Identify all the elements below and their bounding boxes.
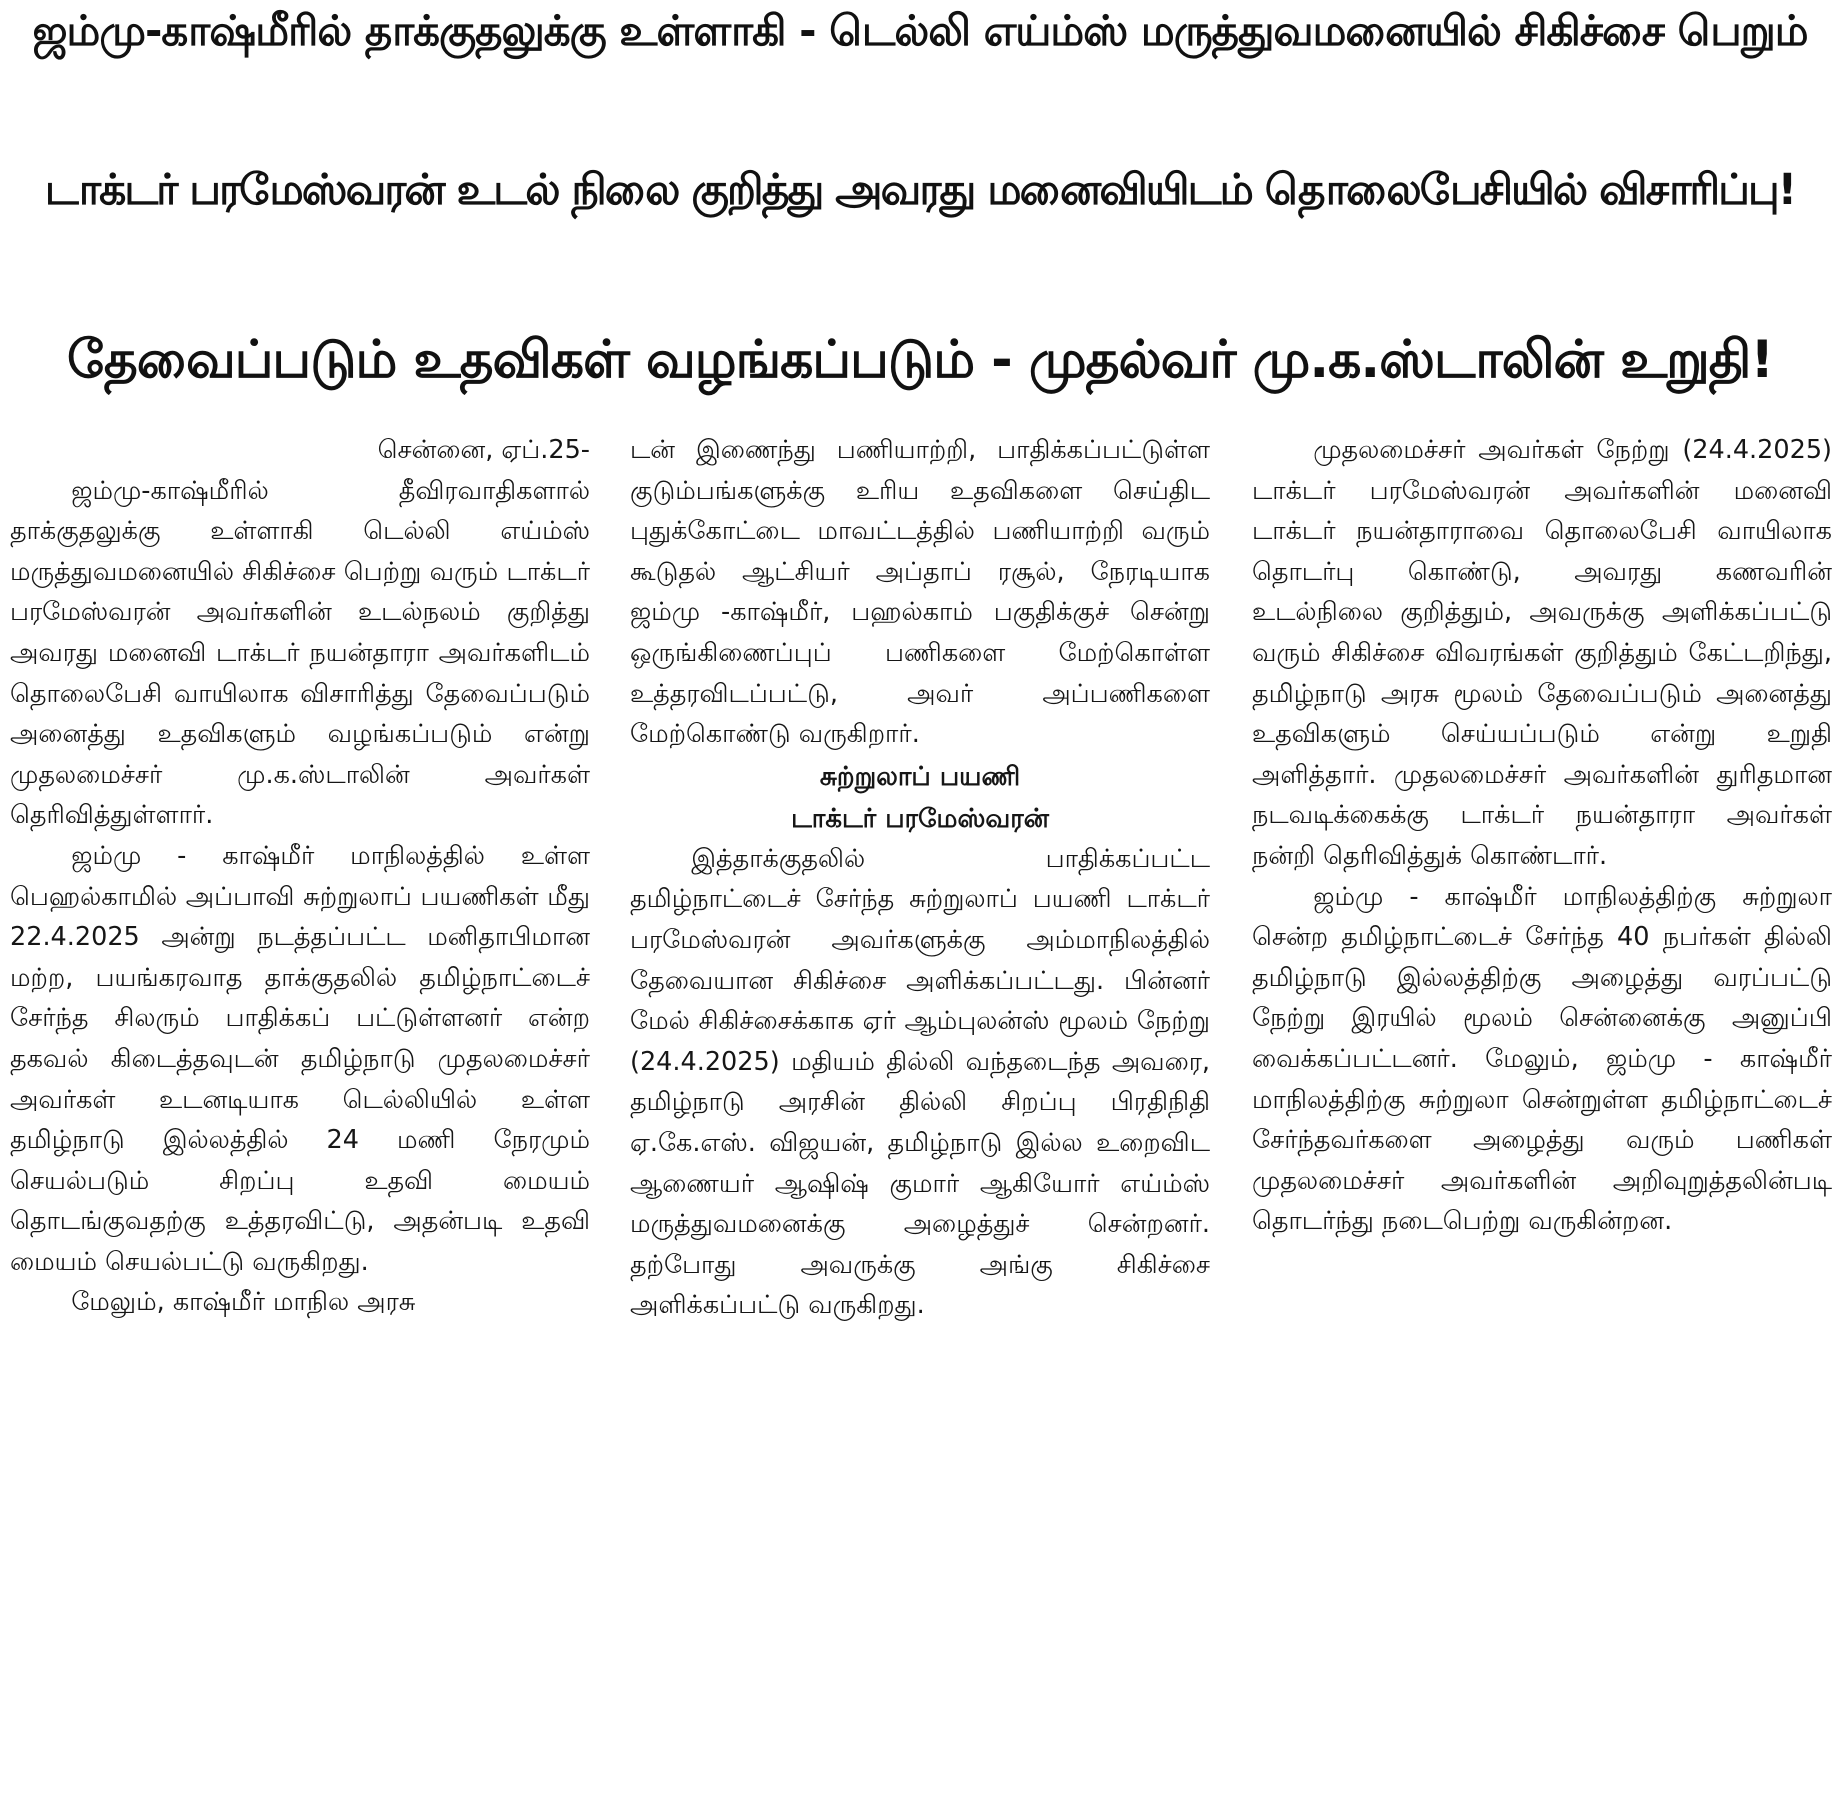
paragraph: ஜம்மு-காஷ்மீரில் தீவிரவாதிகளால் தாக்குதலுக்கு உள்ளாகி டெல்லி எய்ம்ஸ் மருத்துவமனையில் சிகிச்சை பெற்று வரும் டாக்டர் பரமேஸ்வரன் அவர்களின் உடல்நலம் குறித்து அவரது மனைவி டாக்டர் நயன்தாரா அவர்களிடம் தொலைபேசி வாயிலாக விசாரித்து தேவைப்படும் அனைத்து உதவிகளும் வழங்கப்படும் என்று முதலமைச்சர் மு.க.ஸ்டாலின் அவர்கள் தெரிவித்துள்ளார். xyxy=(10,475,590,831)
column-2 xyxy=(630,430,1210,1326)
paragraph: டன் இணைந்து பணியாற்றி, பாதிக்கப்பட்டுள்ள குடும்பங்களுக்கு உரிய உதவிகளை செய்திட புதுக்கோட்டை மாவட்டத்தில் பணியாற்றி வரும் கூடுதல் ஆட்சியர் அப்தாப் ரசூல், நேரடியாக ஜம்மு -காஷ்மீர், பஹல்காம் பகுதிக்குச் சென்று ஒருங்கிணைப்புப் பணிகளை மேற்கொள்ள உத்தரவிடப்பட்டு, அவர் அப்பணிகளை மேற்கொண்டு வருகிறார். xyxy=(630,435,1210,750)
sub-headline: தேவைப்படும் உதவிகள் வழங்கப்படும் - முதல்வர் மு.க.ஸ்டாலின் உறுதி! xyxy=(66,330,1774,390)
section-title: சுற்றுலாப் பயணி xyxy=(819,761,1021,792)
paragraph: மேலும், காஷ்மீர் மாநில அரசு xyxy=(71,1287,416,1318)
paragraph: முதலமைச்சர் அவர்கள் நேற்று (24.4.2025) டாக்டர் பரமேஸ்வரன் அவர்களின் மனைவி டாக்டர் நயன்தாராவை தொலைபேசி வாயிலாக தொடர்பு கொண்டு, அவரது கணவரின் உடல்நிலை குறித்தும், அவருக்கு அளிக்கப்பட்டு வரும் சிகிச்சை விவரங்கள் குறித்தும் கேட்டறிந்து, தமிழ்நாடு அரசு மூலம் தேவைப்படும் அனைத்து உதவிகளும் செய்யப்படும் என்று உறுதி அளித்தார். முதலமைச்சர் அவர்களின் துரிதமான நடவடிக்கைக்கு டாக்டர் நயன்தாரா அவர்கள் நன்றி தெரிவித்துக் கொண்டார். xyxy=(1252,435,1832,871)
paragraph: ஜம்மு - காஷ்மீர் மாநிலத்தில் உள்ள பெஹல்காமில் அப்பாவி சுற்றுலாப் பயணிகள் மீது 22.4.2025 அன்று நடத்தப்பட்ட மனிதாபிமான மற்ற, பயங்கரவாத தாக்குதலில் தமிழ்நாட்டைச் சேர்ந்த சிலரும் பாதிக்கப் பட்டுள்ளனர் என்ற தகவல் கிடைத்தவுடன் தமிழ்நாடு முதலமைச்சர் அவர்கள் உடனடியாக டெல்லியில் உள்ள தமிழ்நாடு இல்லத்தில் 24 மணி நேரமும் செயல்படும் சிறப்பு உதவி மையம் தொடங்குவதற்கு உத்தரவிட்டு, அதன்படி உதவி மையம் செயல்பட்டு வருகிறது. xyxy=(10,840,590,1277)
column-3 xyxy=(1252,430,1832,1242)
paragraph: இத்தாக்குதலில் பாதிக்கப்பட்ட தமிழ்நாட்டைச் சேர்ந்த சுற்றுலாப் பயணி டாக்டர் பரமேஸ்வரன் அவர்களுக்கு அம்மாநிலத்தில் தேவையான சிகிச்சை அளிக்கப்பட்டது. பின்னர் மேல் சிகிச்சைக்காக ஏர் ஆம்புலன்ஸ் மூலம் நேற்று (24.4.2025) மதியம் தில்லி வந்தடைந்த அவரை, தமிழ்நாடு அரசின் தில்லி சிறப்பு பிரதிநிதி ஏ.கே.எஸ். விஜயன், தமிழ்நாடு இல்ல உறைவிட ஆணையர் ஆஷிஷ் குமார் ஆகியோர் எய்ம்ஸ் மருத்துவமனைக்கு அழைத்துச் சென்றனர். தற்போது அவருக்கு அங்கு சிகிச்சை அளிக்கப்பட்டு வருகிறது. xyxy=(630,843,1210,1321)
dateline: சென்னை, ஏப்.25- xyxy=(377,435,590,465)
section-title: டாக்டர் பரமேஸ்வரன் xyxy=(791,803,1049,834)
paragraph: ஜம்மு - காஷ்மீர் மாநிலத்திற்கு சுற்றுலா சென்ற தமிழ்நாட்டைச் சேர்ந்த 40 நபர்கள் தில்லி தமிழ்நாடு இல்லத்திற்கு அழைத்து வரப்பட்டு நேற்று இரயில் மூலம் சென்னைக்கு அனுப்பி வைக்கப்பட்டனர். மேலும், ஜம்மு - காஷ்மீர் மாநிலத்திற்கு சுற்றுலா சென்றுள்ள தமிழ்நாட்டைச் சேர்ந்தவர்களை அழைத்து வரும் பணிகள் முதலமைச்சர் அவர்களின் அறிவுறுத்தலின்படி தொடர்ந்து நடைபெற்று வருகின்றன. xyxy=(1252,881,1832,1237)
column-1 xyxy=(10,430,590,1323)
kicker-line: ஜம்மு-காஷ்மீரில் தாக்குதலுக்கு உள்ளாகி - டெல்லி எய்ம்ஸ் மருத்துவமனையில் சிகிச்சை பெறும் xyxy=(32,6,1808,55)
main-headline: டாக்டர் பரமேஸ்வரன் உடல் நிலை குறித்து அவரது மனைவியிடம் தொலைபேசியில் விசாரிப்பு! xyxy=(44,165,1796,215)
